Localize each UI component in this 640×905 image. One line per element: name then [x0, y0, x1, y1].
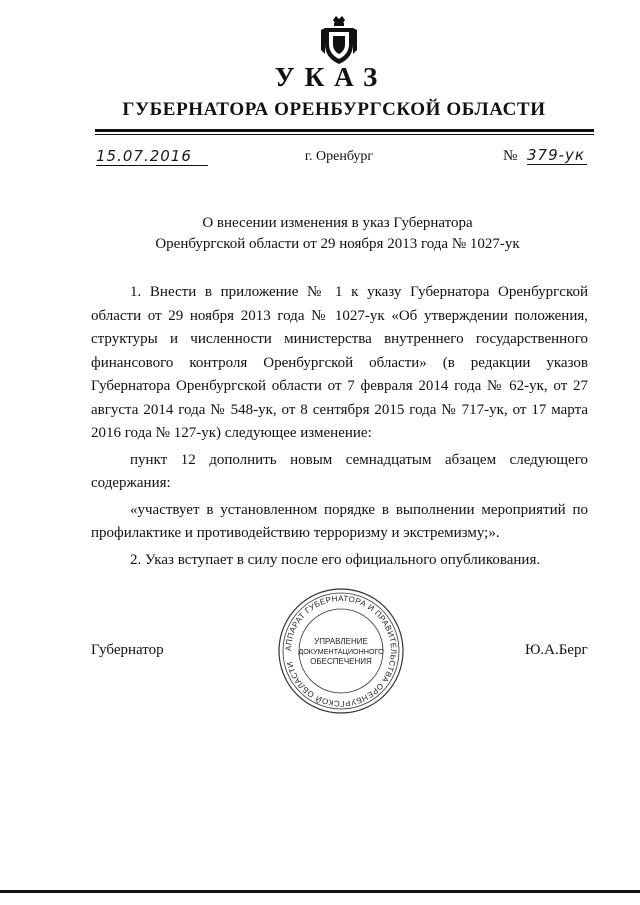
subject-line-2: Оренбургской области от 29 ноября 2013 года № 1027-ук [155, 236, 520, 252]
decree-subject [0, 213, 640, 255]
signatory-position: Губернатор [91, 642, 164, 658]
seal-center-line-3: ОБЕСПЕЧЕНИЯ [310, 657, 372, 666]
decree-body [91, 281, 588, 572]
header-divider-thin [95, 134, 594, 135]
page-bottom-border [0, 890, 640, 893]
coat-of-arms-icon [319, 14, 359, 66]
body-paragraph-1: 1. Внести в приложение № 1 к указу Губернатора Оренбургской области от 29 ноября 2013 года № 1027-ук «Об утверждении положения, структуры и численности министерства внутреннего государственного финансового контроля Оренбургской области» (в редакции указов Губернатора Оренбургской области от 7 февраля 2014 года № 62-ук, от 27 августа 2014 года № 548-ук, от 8 сентября 2015 года № 717-ук, от 17 марта 2016 года № 127-ук) следующее изменение: [91, 284, 588, 441]
body-paragraph-3: «участвует в установленном порядке в выполнении мероприятий по профилактике и противодействию терроризму и экстремизму;». [91, 501, 588, 541]
official-seal-stamp [276, 586, 406, 716]
body-paragraph-2: пункт 12 дополнить новым семнадцатым абзацем следующего содержания: [91, 451, 588, 491]
body-paragraph-4: 2. Указ вступает в силу после его официального опубликования. [130, 551, 541, 568]
decree-city: г. Оренбург [304, 149, 374, 164]
decree-number-label: № [503, 148, 518, 164]
document-type-title: УКАЗ [274, 62, 388, 92]
seal-center-line-2: ДОКУМЕНТАЦИОННОГО [298, 647, 384, 656]
seal-ring-text: АППАРАТ ГУБЕРНАТОРА И ПРАВИТЕЛЬСТВА ОРЕНБУРГСКОЙ ОБЛАСТИ [283, 593, 399, 709]
issuer-title: ГУБЕРНАТОРА ОРЕНБУРГСКОЙ ОБЛАСТИ [122, 99, 546, 120]
header-divider-thick [95, 129, 594, 132]
decree-number: 379-ук [527, 146, 587, 165]
signatory-name: Ю.А.Берг [525, 642, 588, 658]
seal-center-line-1: УПРАВЛЕНИЕ [314, 637, 368, 646]
subject-line-1: О внесении изменения в указ Губернатора [202, 215, 473, 231]
decree-date: 15.07.2016 [96, 147, 208, 166]
